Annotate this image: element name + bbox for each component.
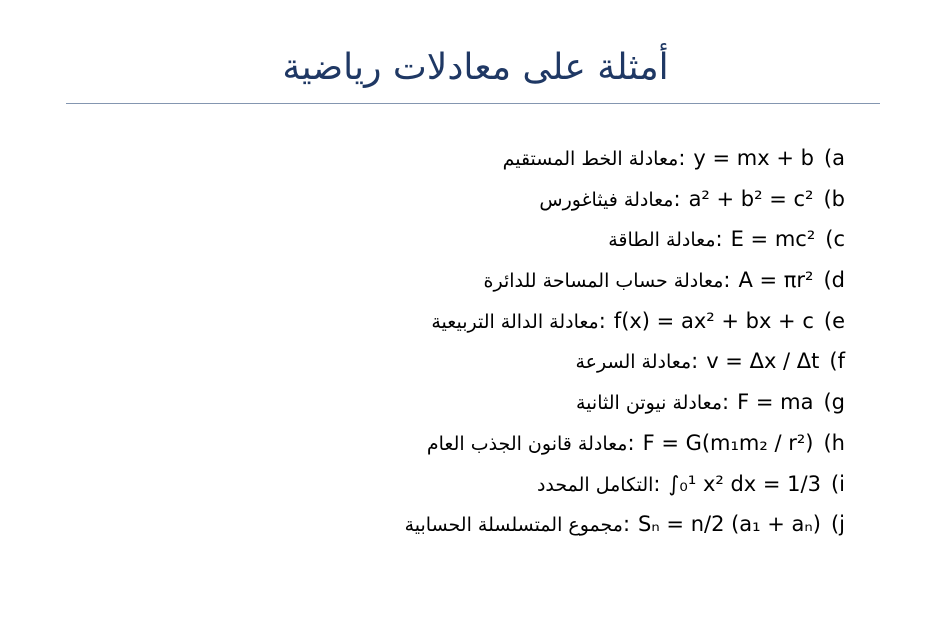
list-item [85,465,845,506]
item-formula: F = G(m₁m₂ / r²) [642,430,814,455]
item-marker: (e [823,308,845,333]
list-item [85,180,845,221]
item-formula: y = mx + b [693,146,814,170]
item-label: معادلة السرعة [575,351,692,374]
item-colon: : [622,512,631,537]
item-label: معادلة الخط المستقيم [502,148,679,170]
item-marker: (f [829,349,845,374]
item-label: معادلة فيثاغورس [539,188,674,211]
list-item [85,505,845,546]
item-label: معادلة قانون الجذب العام [426,432,628,455]
item-formula: v = Δx / Δt [706,349,820,374]
item-formula: Sₙ = n/2 (a₁ + aₙ) [638,512,821,537]
item-colon: : [715,227,723,252]
item-marker: (i [830,471,845,496]
item-marker: (a [823,146,845,170]
item-label: مجموع المتسلسلة الحسابية [404,514,623,537]
item-label: معادلة نيوتن الثانية [575,392,723,415]
equation-list [85,139,845,546]
item-colon: : [722,390,730,415]
item-colon: : [723,268,731,293]
item-marker: (d [823,268,845,293]
item-marker: (g [823,390,845,415]
list-item [85,383,845,424]
list-item [85,261,845,302]
list-item [85,424,845,465]
item-label: معادلة الطاقة [608,229,716,252]
item-marker: (h [823,430,845,455]
item-label: معادلة حساب المساحة للدائرة [483,270,724,293]
item-colon: : [627,430,635,455]
list-item [85,302,845,343]
item-marker: (b [823,186,845,211]
item-colon: : [678,146,686,170]
list-item [85,139,845,180]
item-colon: : [653,471,661,496]
item-colon: : [691,349,699,374]
title-divider [66,103,880,104]
item-formula: F = ma [737,390,814,415]
item-colon: : [673,186,681,211]
item-colon: : [598,308,606,333]
item-formula: f(x) = ax² + bx + c [613,308,814,333]
list-item [85,342,845,383]
item-label: التكامل المحدد [536,473,654,496]
item-formula: ∫₀¹ x² dx = 1/3 [668,471,821,496]
item-formula: E = mc² [730,227,816,252]
slide-title: أمثلة على معادلات رياضية [282,47,669,88]
item-marker: (c [825,227,845,252]
item-formula: A = πr² [738,268,814,293]
item-marker: (j [830,512,845,537]
item-formula: a² + b² = c² [688,186,814,211]
list-item [85,220,845,261]
item-label: معادلة الدالة التربيعية [431,310,599,333]
